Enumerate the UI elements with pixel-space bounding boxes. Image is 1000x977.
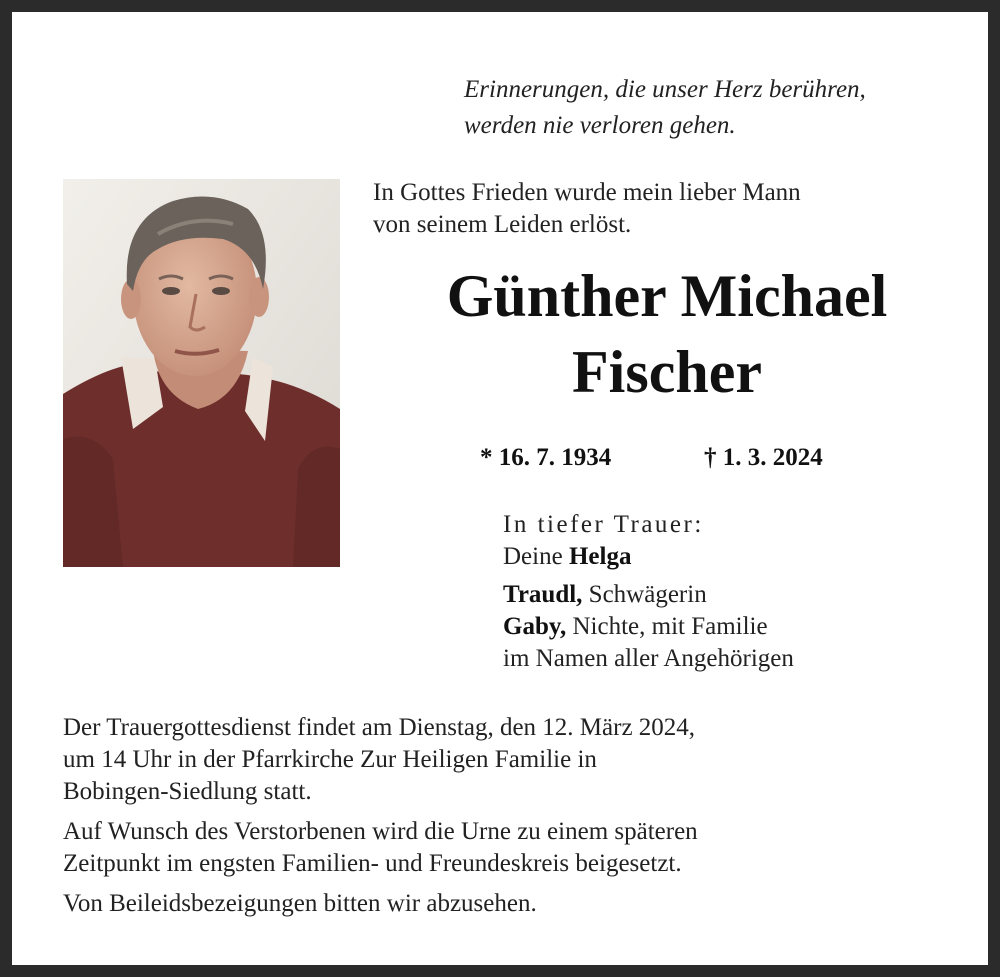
quote-line-2: werden nie verloren gehen. [464,112,736,139]
mourners-heading: In tiefer Trauer: [503,511,704,538]
name-line-2: Fischer [572,339,762,405]
life-dates [480,441,900,475]
portrait-photo [63,179,340,567]
name-line-1: Günther Michael [446,263,888,329]
service-p2-line-2: Zeitpunkt im engsten Familien- und Freundeskreis beigesetzt. [63,850,682,877]
mourner-3-relation: Nichte, mit Familie [566,613,768,640]
mourner-2-name: Traudl, [503,581,583,608]
intro-text [373,177,973,241]
service-p1-line-1: Der Trauergottesdienst findet am Dienstag, den 12. März 2024, [63,714,696,741]
mourner-line-1 [503,541,983,573]
mourner-3-name: Gaby, [503,613,567,640]
intro-line-2: von seinem Leiden erlöst. [373,211,632,238]
quote-line-1: Erinnerungen, die unser Herz berühren, [464,76,866,103]
service-information [63,712,983,920]
mourner-line-2 [503,579,983,611]
service-p3-line-1: Von Beileidsbezeigungen bitten wir abzusehen. [63,890,537,917]
mourner-1-name: Helga [568,543,632,570]
intro-line-1: In Gottes Frieden wurde mein lieber Mann [373,179,801,206]
mourner-line-3 [503,611,983,643]
mourner-2-relation: Schwägerin [582,581,707,608]
death-date: † 1. 3. 2024 [704,444,823,471]
service-p1-line-2: um 14 Uhr in der Pfarrkirche Zur Heiligen Familie in [63,746,597,773]
mourner-line-4: im Namen aller Angehörigen [503,645,794,672]
memorial-quote [464,72,984,144]
mourners-block [503,509,983,675]
mourner-1-prefix: Deine [503,543,569,570]
deceased-name [347,258,987,410]
service-p1-line-3: Bobingen-Siedlung statt. [63,778,312,805]
service-p2-line-1: Auf Wunsch des Verstorbenen wird die Urne zu einem späteren [63,818,698,845]
birth-date: * 16. 7. 1934 [480,444,612,471]
